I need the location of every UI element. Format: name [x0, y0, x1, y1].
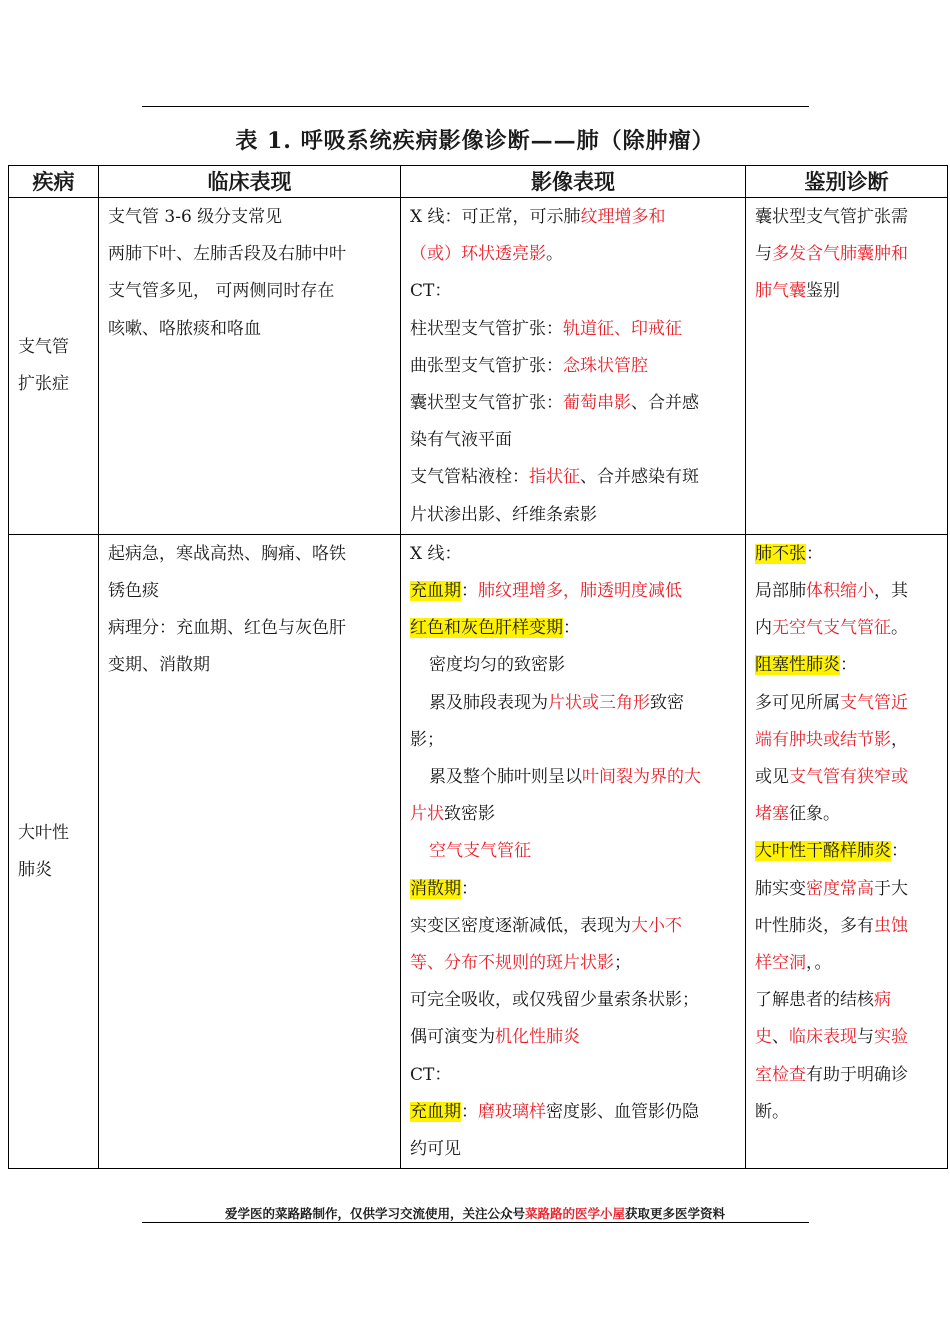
text-segment: 有助于明确诊	[806, 1064, 908, 1085]
text-segment: 密度均匀的致密影	[429, 655, 565, 676]
text-segment: 偶可演变为	[410, 1027, 495, 1048]
differential-line	[755, 871, 939, 908]
header-clinical: 临床表现	[99, 166, 401, 198]
key-term: 病	[874, 990, 891, 1011]
text-segment: ：	[461, 878, 478, 899]
text-segment: 于大	[874, 878, 908, 899]
highlighted-term: 充血期	[410, 1101, 461, 1122]
imaging-line	[410, 982, 737, 1019]
key-term: 室检查	[755, 1064, 806, 1085]
differential-line	[755, 759, 939, 796]
text-segment: 鉴别	[806, 281, 840, 302]
key-term: 肺纹理增多，肺透明度减低	[478, 581, 682, 602]
imaging-line	[410, 422, 737, 459]
imaging-line	[410, 1131, 737, 1168]
text-segment: ：	[461, 581, 478, 602]
page-title: 表 1. 呼吸系统疾病影像诊断——肺（除肿瘤）	[235, 128, 715, 154]
key-term: 支气管近	[840, 692, 908, 713]
text-segment: 征象。	[789, 804, 840, 825]
text-segment: ，其	[874, 581, 908, 602]
differential-line	[755, 199, 939, 236]
differential-line	[755, 647, 939, 684]
text-segment: 了解患者的结核	[755, 990, 874, 1011]
text-segment: 可完全吸收，或仅残留少量索条状影；	[410, 990, 699, 1011]
key-term: 葡萄串影	[563, 393, 631, 414]
differential-cell	[746, 198, 948, 535]
text-segment: 约可见	[410, 1139, 461, 1160]
text-segment: ：	[563, 618, 580, 639]
text-segment: 。	[891, 618, 908, 639]
imaging-line	[410, 610, 737, 647]
differential-line	[755, 573, 939, 610]
highlighted-term: 大叶性干酪样肺炎	[755, 841, 891, 862]
text-segment: 、	[772, 1027, 789, 1048]
imaging-line	[410, 759, 737, 796]
imaging-line	[410, 459, 737, 496]
header-differential: 鉴别诊断	[746, 166, 948, 198]
key-term: 样空洞	[755, 953, 806, 974]
text-segment: 累及整个肺叶则呈以	[429, 767, 582, 788]
differential-line	[755, 610, 939, 647]
imaging-line	[410, 871, 737, 908]
clinical-cell	[99, 534, 401, 1168]
clinical-line: 支气管 3-6 级分支常见	[108, 207, 283, 227]
imaging-line	[410, 385, 737, 422]
clinical-line: 锈色痰	[108, 581, 159, 602]
text-segment: 密度影、血管影仍隐	[546, 1101, 699, 1122]
header-imaging: 影像表现	[401, 166, 746, 198]
text-segment: 多可见所属	[755, 692, 840, 713]
text-segment: 曲张型支气管扩张：	[410, 355, 563, 376]
footer-suffix: 获取更多医学资料	[625, 1206, 726, 1221]
imaging-line	[410, 647, 737, 684]
key-term: 指状征	[529, 467, 580, 488]
text-segment: 断。	[755, 1101, 789, 1122]
key-term: 多发含气肺囊肿和	[772, 244, 908, 265]
text-segment: 或见	[755, 767, 789, 788]
text-segment: CT：	[410, 1064, 452, 1085]
footer-account-name: 菜路路的医学小屋	[524, 1206, 625, 1221]
differential-cell	[746, 534, 948, 1168]
differential-line	[755, 982, 939, 1019]
key-term: 空气支气管征	[429, 841, 531, 862]
text-segment: ，。	[806, 953, 832, 974]
text-segment: 实变区密度逐渐减低，表现为	[410, 915, 631, 936]
differential-line	[755, 908, 939, 945]
disease-name-line: 大叶性	[18, 822, 69, 843]
clinical-line: 咳嗽、咯脓痰和咯血	[108, 318, 261, 339]
imaging-line	[410, 1019, 737, 1056]
imaging-cell	[401, 198, 746, 535]
key-term: 磨玻璃样	[478, 1101, 546, 1122]
imaging-line	[410, 908, 737, 945]
imaging-line	[410, 685, 737, 722]
differential-line	[755, 273, 939, 310]
imaging-line	[410, 311, 737, 348]
text-segment: ：	[806, 543, 823, 564]
key-term: 纹理增多和	[580, 207, 666, 227]
key-term: 端有肿块或结节影	[755, 729, 891, 750]
key-term: 大小不	[631, 915, 682, 936]
table-header-row	[9, 166, 948, 198]
clinical-line: 起病急，寒战高热、胸痛、咯铁	[108, 543, 346, 564]
imaging-line	[410, 348, 737, 385]
key-term: 肺气囊	[755, 281, 806, 302]
top-rule	[142, 106, 809, 107]
text-segment: ：	[461, 1101, 478, 1122]
text-segment: 、合并感染有斑	[580, 467, 699, 488]
key-term: 轨道征、印戒征	[563, 318, 682, 339]
table-row	[9, 534, 948, 1168]
differential-line	[755, 833, 939, 870]
footer-rule	[142, 1222, 809, 1223]
imaging-line	[410, 536, 737, 573]
differential-line	[755, 796, 939, 833]
key-term: 片状	[410, 804, 444, 825]
text-segment: X 线：可正常，可示肺	[410, 207, 581, 227]
clinical-line: 变期、消散期	[108, 655, 210, 676]
disease-name-line: 扩张症	[18, 374, 69, 395]
differential-line	[755, 945, 939, 982]
text-segment: 支气管粘液栓：	[410, 467, 529, 488]
text-segment: 影；	[410, 729, 444, 750]
highlighted-term: 红色和灰色肝样变期	[410, 618, 563, 639]
differential-line	[755, 1094, 939, 1131]
text-segment: 囊状型支气管扩张：	[410, 393, 563, 414]
text-segment: 累及肺段表现为	[429, 692, 548, 713]
highlighted-term: 阻塞性肺炎	[755, 655, 840, 676]
header-disease: 疾病	[9, 166, 99, 198]
text-segment: ：	[891, 841, 908, 862]
text-segment: ：	[840, 655, 857, 676]
imaging-line	[410, 945, 737, 982]
differential-line	[755, 536, 939, 573]
text-segment: 局部肺	[755, 581, 806, 602]
differential-line	[755, 685, 939, 722]
text-segment: 致密	[650, 692, 684, 713]
text-segment: 内	[755, 618, 772, 639]
key-term: 叶间裂为界的大	[582, 767, 701, 788]
key-term: （或）环状透亮影	[410, 244, 546, 265]
text-segment: 与	[857, 1027, 874, 1048]
clinical-line: 两肺下叶、左肺舌段及右肺中叶	[108, 244, 346, 265]
key-term: 史	[755, 1027, 772, 1048]
key-term: 等、分布不规则的斑片状影	[410, 953, 614, 974]
highlighted-term: 充血期	[410, 581, 461, 602]
text-segment: ；	[614, 953, 631, 974]
imaging-line	[410, 1057, 737, 1094]
key-term: 支气管有狭窄或	[789, 767, 908, 788]
text-segment: 肺实变	[755, 878, 806, 899]
imaging-line	[410, 236, 737, 273]
text-segment: ，	[891, 729, 908, 750]
footer-prefix: 爱学医的菜路路制作，仅供学习交流使用，关注公众号	[224, 1206, 525, 1221]
diagnosis-table	[8, 165, 948, 1169]
clinical-line: 支气管多见， 可两侧同时存在	[108, 281, 335, 302]
highlighted-term: 消散期	[410, 878, 461, 899]
clinical-cell	[99, 198, 401, 535]
clinical-line: 病理分：充血期、红色与灰色肝	[108, 618, 346, 639]
differential-line	[755, 1057, 939, 1094]
key-term: 临床表现	[789, 1027, 857, 1048]
disease-name-line: 肺炎	[18, 860, 52, 881]
differential-line	[755, 1019, 939, 1056]
key-term: 念珠状管腔	[563, 355, 648, 376]
table-row	[9, 198, 948, 535]
footer-note	[0, 1204, 950, 1222]
text-segment: X 线：	[410, 543, 462, 564]
imaging-line	[410, 573, 737, 610]
imaging-line	[410, 722, 737, 759]
highlighted-term: 肺不张	[755, 543, 806, 564]
disease-cell	[9, 534, 99, 1168]
key-term: 虫蚀	[874, 915, 908, 936]
imaging-line	[410, 1094, 737, 1131]
text-segment: 囊状型支气管扩张需	[755, 207, 908, 227]
key-term: 堵塞	[755, 804, 789, 825]
text-segment: 与	[755, 244, 772, 265]
text-segment: 叶性肺炎，多有	[755, 915, 874, 936]
imaging-line	[410, 833, 737, 870]
text-segment: 致密影	[444, 804, 495, 825]
text-segment: 、合并感	[631, 393, 699, 414]
text-segment: 片状渗出影、纤维条索影	[410, 504, 597, 525]
text-segment: 。	[546, 244, 563, 265]
imaging-cell	[401, 534, 746, 1168]
key-term: 实验	[874, 1027, 908, 1048]
text-segment: 染有气液平面	[410, 430, 512, 451]
differential-line	[755, 722, 939, 759]
key-term: 机化性肺炎	[495, 1027, 580, 1048]
disease-name-line: 支气管	[18, 337, 69, 358]
disease-cell	[9, 198, 99, 535]
key-term: 片状或三角形	[548, 692, 650, 713]
text-segment: 柱状型支气管扩张：	[410, 318, 563, 339]
text-segment: CT：	[410, 281, 452, 302]
differential-line	[755, 236, 939, 273]
key-term: 体积缩小	[806, 581, 874, 602]
key-term: 无空气支气管征	[772, 618, 891, 639]
imaging-line	[410, 273, 737, 310]
key-term: 密度常高	[806, 878, 874, 899]
imaging-line	[410, 796, 737, 833]
imaging-line	[410, 497, 737, 534]
imaging-line	[410, 199, 737, 236]
